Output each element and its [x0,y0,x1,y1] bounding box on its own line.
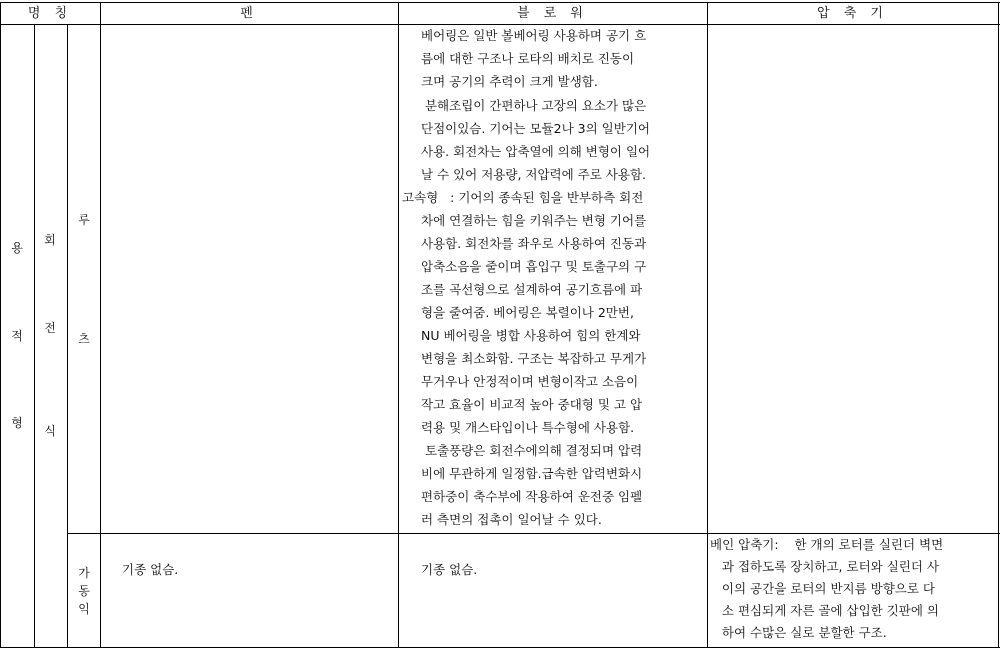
category-movable-vane-char-3: 익 [78,602,90,616]
roots-row-bottom-border [67,533,1000,534]
roots-blower-line-22: 러 측면의 접촉이 일어날 수 있다. [421,512,602,527]
movable-vane-blower-text: 기종 없슴. [421,562,478,577]
category-level1-char-2: 적 [11,329,23,343]
category-movable-vane-char-2: 동 [78,584,90,598]
compressor-line-2: 과 접하도록 장치하고, 로터와 실린더 사 [710,559,939,574]
roots-blower-line-5: 단점이있슴. 기어는 모듈2나 3의 일반기어 [421,121,650,136]
header-compressor: 압 축 기 [817,6,888,21]
category-movable-vane-char-1: 가 [78,566,90,580]
roots-blower-line-4: 분해조립이 간편하나 고장의 요소가 많은 [421,98,647,113]
movable-vane-fan-text: 기종 없슴. [122,562,179,577]
col-divider-name [100,2,101,648]
roots-blower-line-14: NU 베어링을 병합 사용하여 힘의 한계와 [421,328,641,343]
roots-blower-line-10: 사용함. 회전차를 좌우로 사용하여 진동과 [421,236,647,251]
compressor-line-1: 베인 압축기: 한 개의 로터를 실린더 벽면 [710,537,944,552]
roots-blower-line-3: 크며 공기의 추력이 크게 발생함. [421,74,598,89]
roots-blower-line-12: 조를 곡선형으로 설계하여 공기흐름에 파 [421,282,643,297]
roots-blower-line-9: 차에 연결하는 힘을 키워주는 변형 기어를 [421,213,647,228]
category-level2-char-3: 식 [44,424,56,438]
compressor-line-3: 이의 공간을 로터의 반지름 방향으로 다 [710,581,935,596]
col-divider-2 [67,24,68,648]
roots-blower-line-13: 형을 줄여줌. 베어링은 복렬이나 2만번, [421,305,634,320]
col-divider-1 [34,24,35,648]
table-right-border [998,2,999,648]
compressor-line-4: 소 편심되게 자른 골에 삽입한 깃판에 의 [710,603,939,618]
roots-blower-line-15: 변형을 최소화함. 구조는 복잡하고 무게가 [421,351,647,366]
roots-blower-line-1: 베어링은 일반 볼베어링 사용하며 공기 흐 [421,28,647,43]
roots-blower-line-7: 날 수 있어 저용량, 저압력에 주로 사용함. [421,167,646,182]
category-level1-char-3: 형 [11,416,23,430]
roots-blower-line-16: 무거우나 안정적이며 변형이작고 소음이 [421,374,639,389]
header-name: 명 칭 [27,6,73,21]
table-bottom-border [0,647,1000,648]
category-level1-char-1: 용 [11,241,23,255]
roots-blower-line-11: 압축소음을 줄이며 흡입구 및 토출구의 구 [421,259,647,274]
header-fan: 펜 [240,6,258,21]
header-blower: 블 로 워 [517,6,588,21]
roots-blower-line-20: 비에 무관하게 일정함.급속한 압력변화시 [421,466,643,481]
compressor-line-5: 하여 수많은 실로 분할한 구조. [710,625,887,640]
col-divider-fan [398,2,399,648]
roots-blower-line-19: 토출풍량은 회전수에의해 결정되며 압력 [421,443,643,458]
roots-blower-line-6: 사용. 회전차는 압축열에 의해 변형이 일어 [421,144,651,159]
roots-blower-line-8: 고속형 : 기어의 종속된 힘을 반부하측 회전 [402,190,644,205]
category-roots-char-1: 루 [78,213,90,227]
roots-blower-line-17: 작고 효율이 비교적 높아 중대형 및 고 압 [421,397,643,412]
roots-blower-line-21: 편하중이 축수부에 작용하여 운전중 임펠 [421,489,643,504]
roots-blower-line-18: 력용 및 개스타입이나 특수형에 사용함. [421,420,635,435]
roots-blower-line-2: 름에 대한 구조나 로타의 배치로 진동이 [421,51,635,66]
table-top-border [0,2,1000,3]
category-level2-char-1: 회 [44,233,56,247]
category-level2-char-2: 전 [44,321,56,335]
col-divider-blower [707,2,708,648]
table-left-border [0,2,1,648]
category-roots-char-2: 츠 [78,332,90,346]
